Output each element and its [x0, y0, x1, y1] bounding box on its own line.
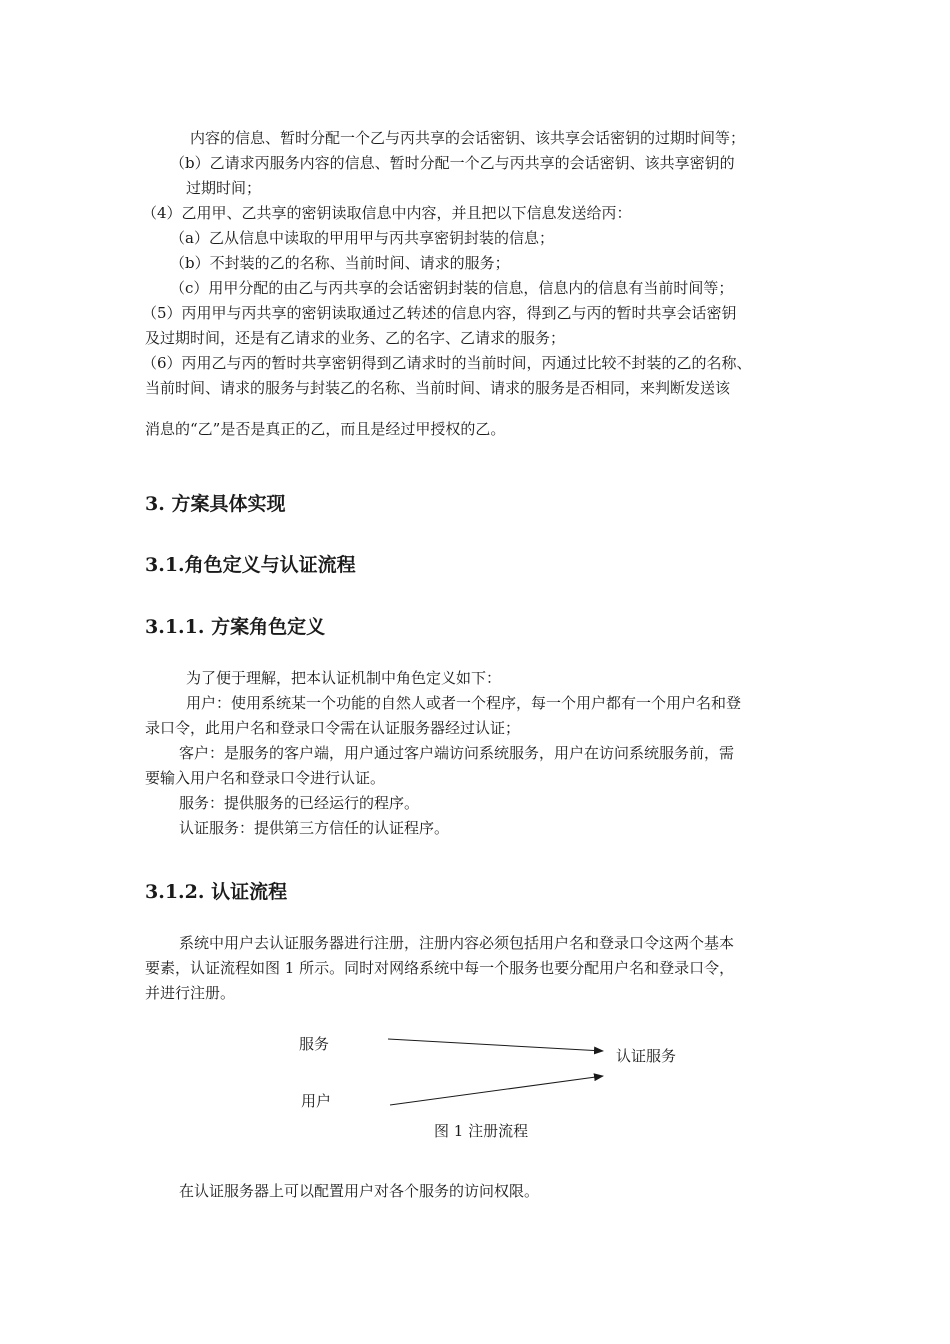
arrow-service-to-auth [388, 1039, 603, 1051]
text-line: （6）丙用乙与丙的暂时共享密钥得到乙请求时的当前时间，丙通过比较不封装的乙的名称、 [142, 354, 752, 372]
text-line: （b）不封装的乙的名称、当前时间、请求的服务； [170, 254, 510, 272]
text-line: 客户：是服务的客户端，用户通过客户端访问系统服务，用户在访问系统服务前，需 [179, 744, 735, 762]
text-line: 消息的“乙”是否是真正的乙，而且是经过甲授权的乙。 [145, 420, 506, 438]
text-line: 要输入用户名和登录口令进行认证。 [145, 769, 386, 787]
text-line: 用户：使用系统某一个功能的自然人或者一个程序，每一个用户都有一个用户名和登 [186, 694, 742, 712]
text-line: 当前时间、请求的服务与封装乙的名称、当前时间、请求的服务是否相同，来判断发送该 [145, 379, 731, 397]
text-line: 过期时间； [186, 179, 262, 197]
section-heading-3: 3. 方案具体实现 [145, 493, 286, 515]
text-line: 要素，认证流程如图 1 所示。同时对网络系统中每一个服务也要分配用户名和登录口令， [145, 959, 735, 977]
diagram-label-auth-service: 认证服务 [616, 1047, 677, 1065]
text-line: （a）乙从信息中读取的甲用甲与丙共享密钥封装的信息； [170, 229, 554, 247]
text-line: （4）乙用甲、乙共享的密钥读取信息中内容，并且把以下信息发送给丙： [142, 204, 632, 222]
text-line: 认证服务：提供第三方信任的认证程序。 [179, 819, 450, 837]
text-line: （5）丙用甲与丙共享的密钥读取通过乙转述的信息内容，得到乙与丙的暂时共享会话密钥 [142, 304, 737, 322]
text-line: 在认证服务器上可以配置用户对各个服务的访问权限。 [179, 1182, 540, 1200]
text-line: 服务：提供服务的已经运行的程序。 [179, 794, 420, 812]
text-line: 及过期时间，还是有乙请求的业务、乙的名字、乙请求的服务； [145, 329, 566, 347]
section-heading-3-1: 3.1.角色定义与认证流程 [145, 554, 356, 576]
text-line: （b）乙请求丙服务内容的信息、暂时分配一个乙与丙共享的会话密钥、该共享密钥的 [170, 154, 735, 172]
figure-caption: 图 1 注册流程 [434, 1122, 529, 1140]
section-heading-3-1-2: 3.1.2. 认证流程 [145, 881, 288, 903]
text-line: 录口令，此用户名和登录口令需在认证服务器经过认证； [145, 719, 521, 737]
text-line: 并进行注册。 [145, 984, 236, 1002]
diagram-label-service: 服务 [299, 1035, 330, 1053]
section-heading-3-1-1: 3.1.1. 方案角色定义 [145, 616, 326, 638]
text-line: 为了便于理解，把本认证机制中角色定义如下： [186, 669, 502, 687]
text-line: 内容的信息、暂时分配一个乙与丙共享的会话密钥、该共享会话密钥的过期时间等； [190, 129, 746, 147]
diagram-label-user: 用户 [301, 1092, 332, 1110]
text-line: 系统中用户去认证服务器进行注册，注册内容必须包括用户名和登录口令这两个基本 [179, 934, 735, 952]
text-line: （c）用甲分配的由乙与丙共享的会话密钥封装的信息，信息内的信息有当前时间等； [170, 279, 734, 297]
arrow-user-to-auth [390, 1076, 603, 1105]
